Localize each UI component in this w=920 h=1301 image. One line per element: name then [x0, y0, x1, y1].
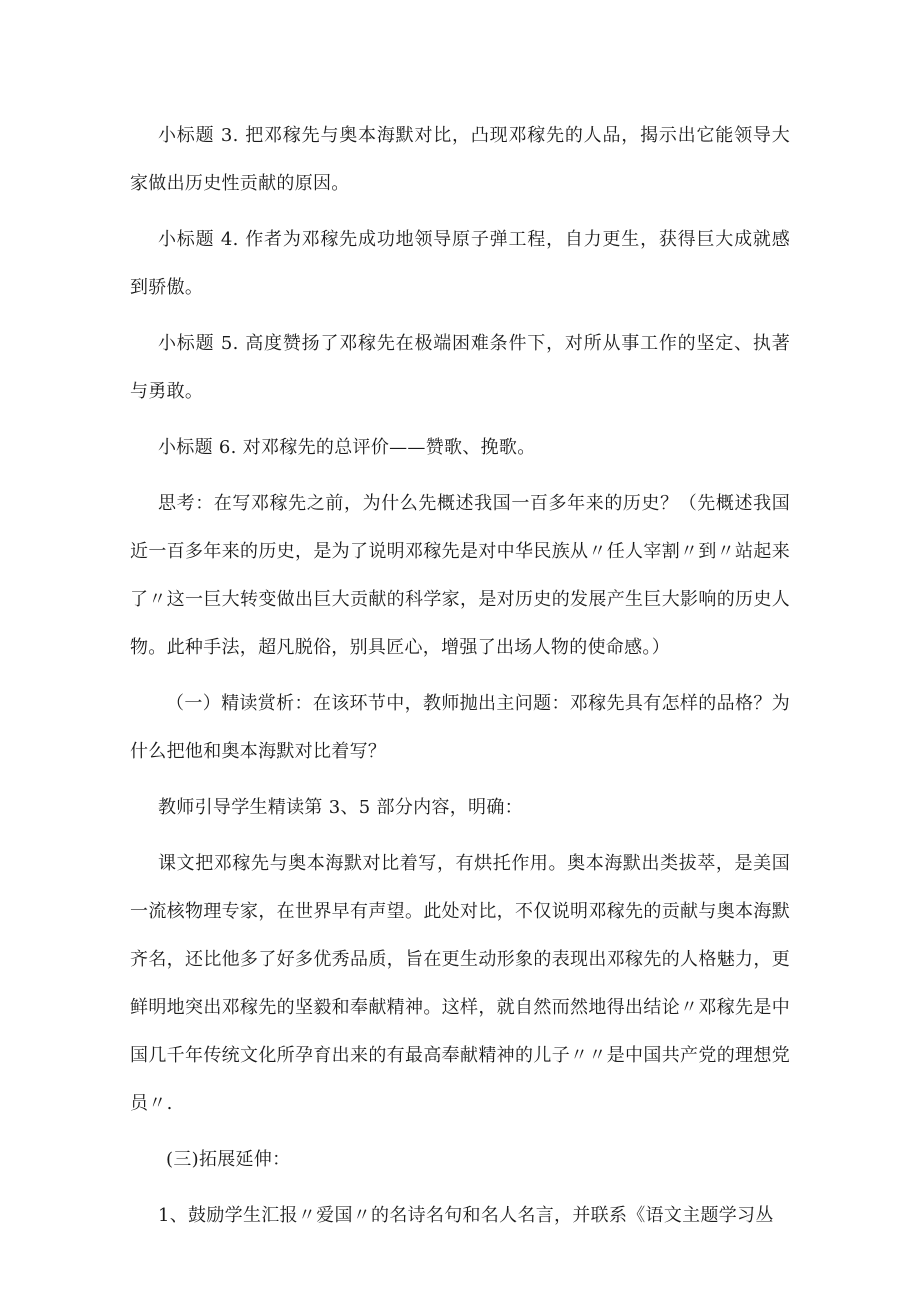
paragraph-close-reading: （一）精读赏析：在该环节中，教师抛出主问题：邓稼先具有怎样的品格？为什么把他和奥本海默对比着写？	[130, 693, 790, 762]
paragraph-subtitle-4: 小标题 4. 作者为邓稼先成功地领导原子弹工程，自力更生，获得巨大成就感到骄傲。	[130, 229, 790, 298]
paragraph-extension-heading: (三)拓展延伸：	[166, 1149, 291, 1170]
paragraph-teacher-guide: 教师引导学生精读第 3、5 部分内容，明确：	[158, 797, 523, 818]
paragraph-extension-item-1: 1、鼓励学生汇报〃爱国〃的名诗名句和名人名言，并联系《语文主题学习丛	[158, 1205, 774, 1226]
paragraph-subtitle-3: 小标题 3. 把邓稼先与奥本海默对比，凸现邓稼先的人品，揭示出它能领导大家做出历史性贡献的原因。	[130, 125, 790, 194]
paragraph-subtitle-6: 小标题 6. 对邓稼先的总评价——赞歌、挽歌。	[158, 437, 536, 458]
paragraph-subtitle-5: 小标题 5. 高度赞扬了邓稼先在极端困难条件下，对所从事工作的坚定、执著与勇敢。	[130, 333, 790, 402]
document-body	[130, 112, 790, 1240]
paragraph-thinking: 思考：在写邓稼先之前，为什么先概述我国一百多年来的历史？（先概述我国近一百多年来的历史，是为了说明邓稼先是对中华民族从〃任人宰割〃到〃站起来了〃这一巨大转变做出巨大贡献的科学家，是对历史的发展产生巨大影响的历史人物。此种手法，超凡脱俗，别具匠心，增强了出场人物的使命感。）	[130, 493, 790, 658]
paragraph-comparison: 课文把邓稼先与奥本海默对比着写，有烘托作用。奥本海默出类拔萃，是美国一流核物理专家，在世界早有声望。此处对比，不仅说明邓稼先的贡献与奥本海默齐名，还比他多了好多优秀品质，旨在更生动形象的表现出邓稼先的人格魅力，更鲜明地突出邓稼先的坚毅和奉献精神。这样，就自然而然地得出结论〃邓稼先是中国几千年传统文化所孕育出来的有最高奉献精神的儿子〃〃是中国共产党的理想党员〃.	[130, 853, 790, 1114]
